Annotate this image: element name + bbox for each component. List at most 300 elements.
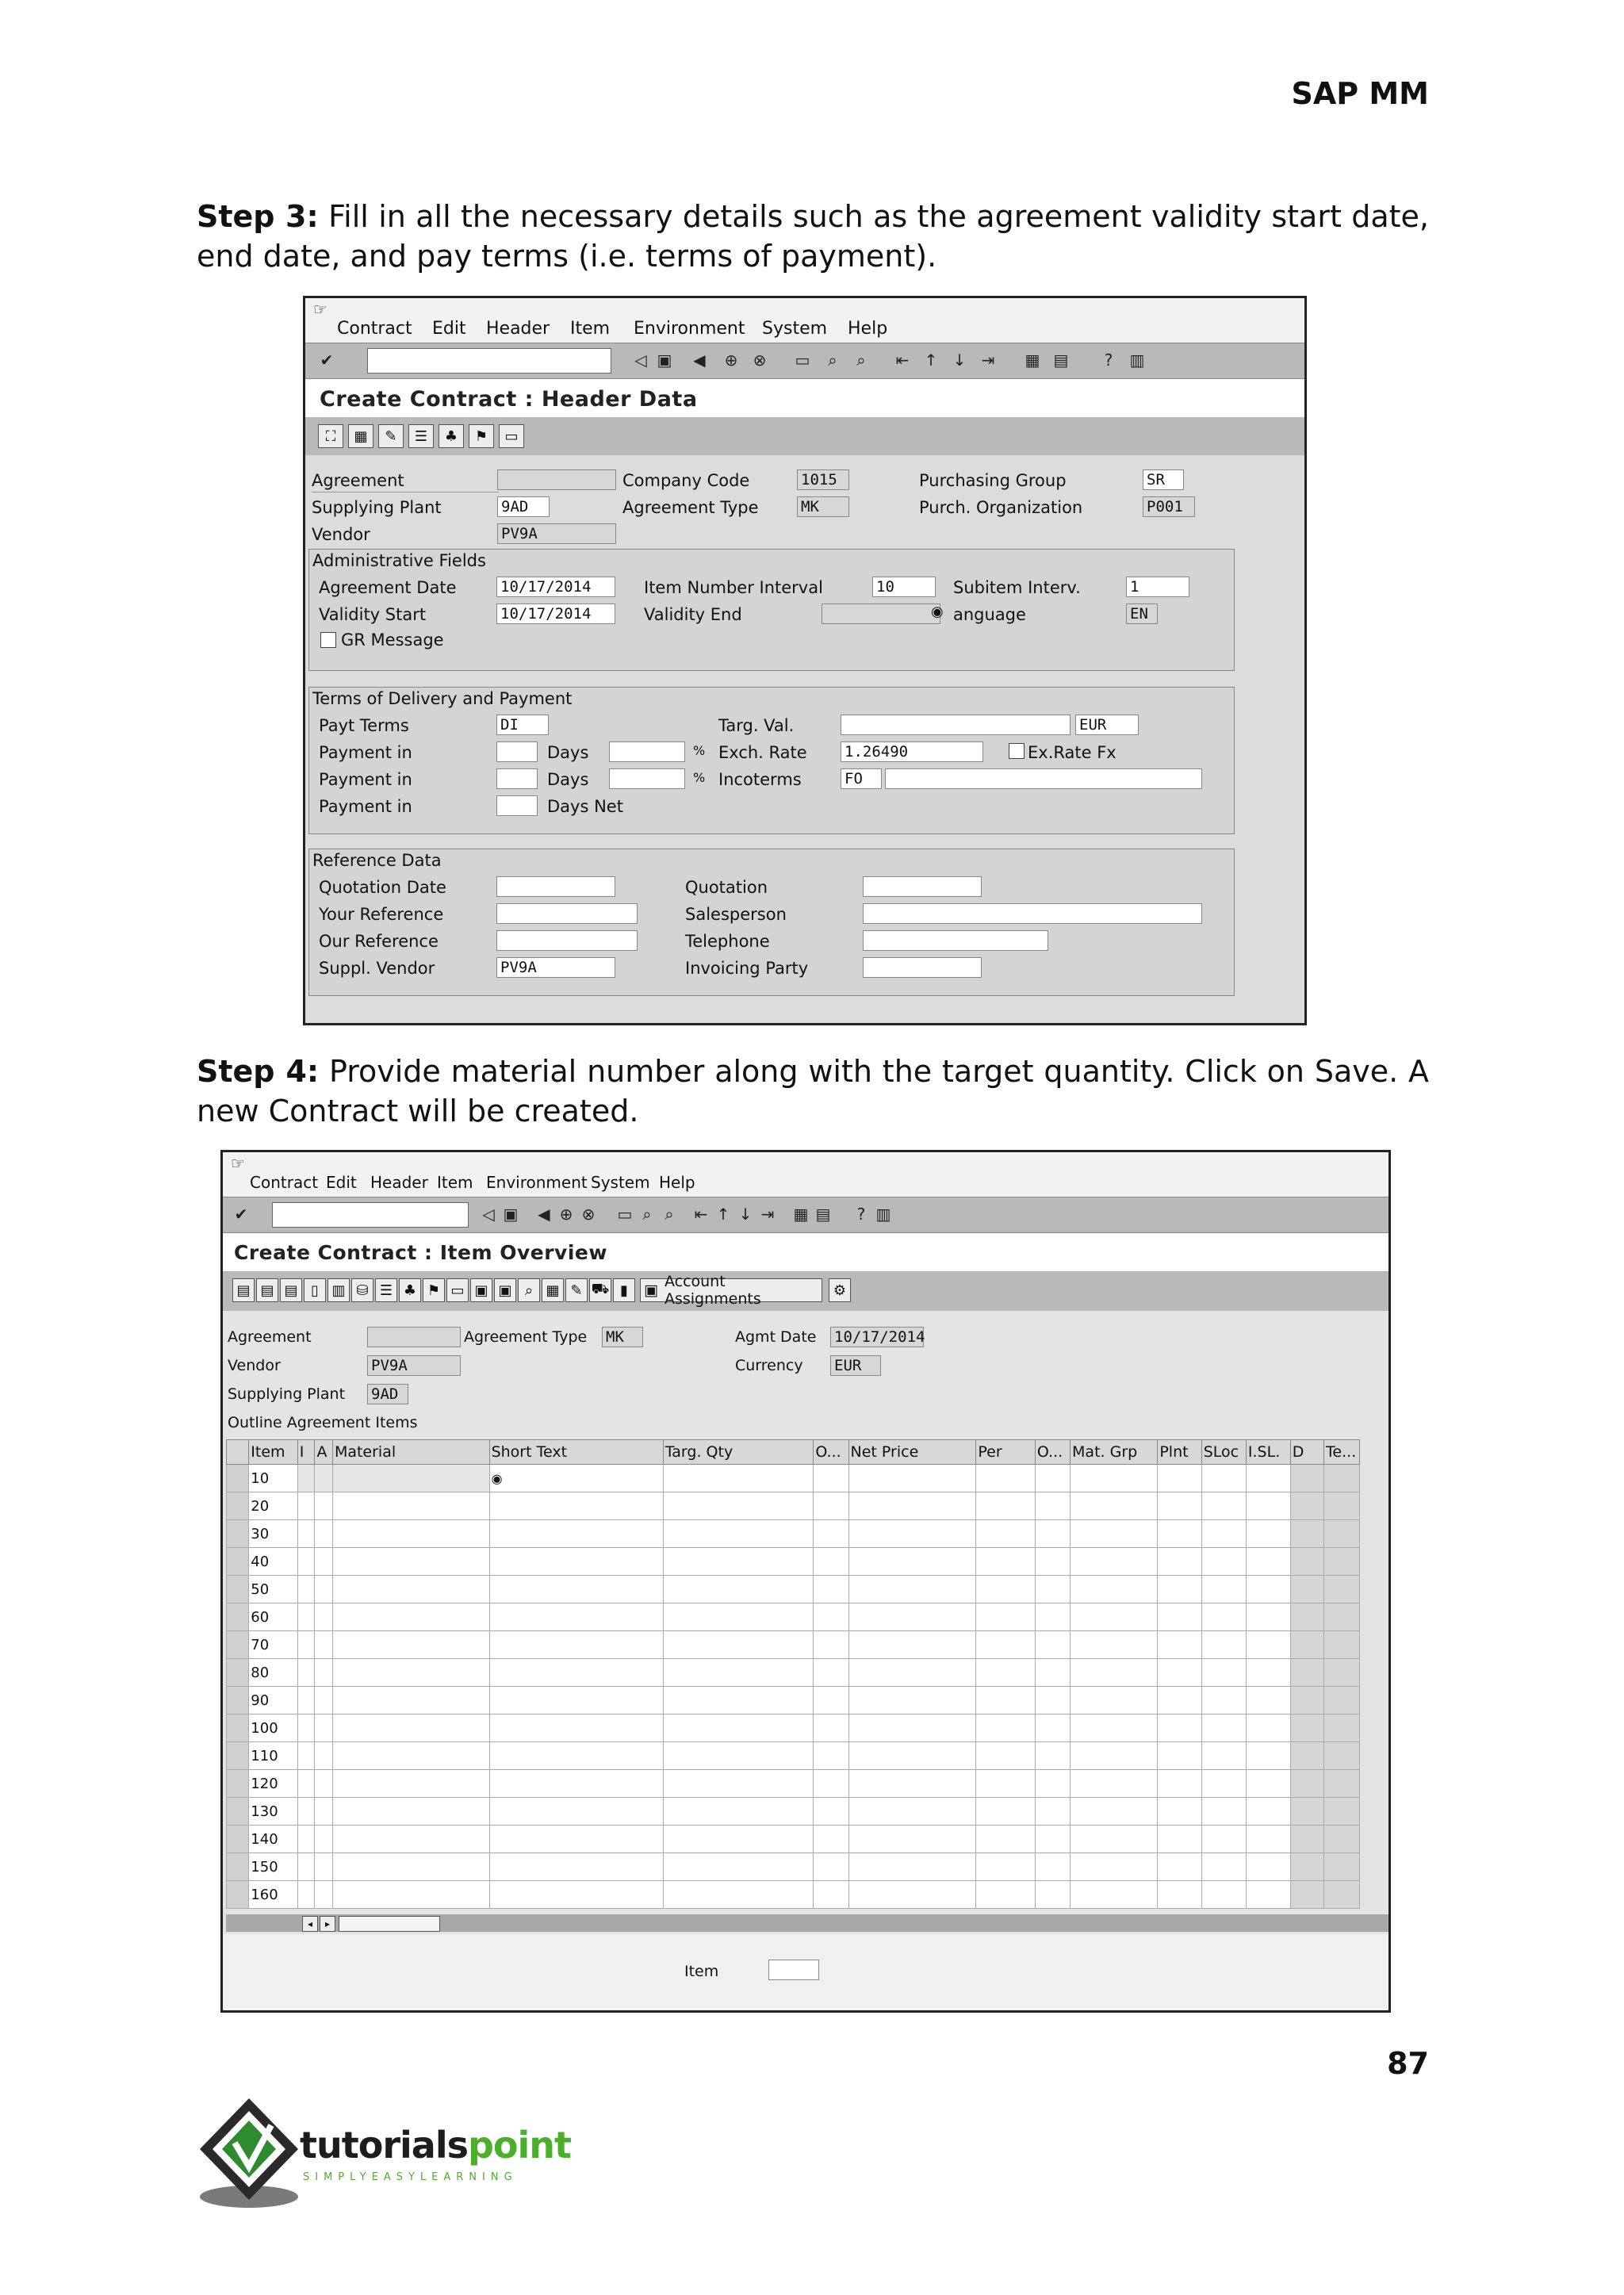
table-cell[interactable] bbox=[1246, 1631, 1290, 1659]
new-session-icon-2[interactable]: ▦ bbox=[793, 1205, 809, 1224]
shortcut-icon-2[interactable]: ▤ bbox=[815, 1205, 831, 1224]
table-cell[interactable] bbox=[848, 1798, 976, 1826]
table-cell[interactable] bbox=[297, 1826, 315, 1853]
horizontal-scrollbar[interactable] bbox=[226, 1914, 1388, 1932]
table-cell[interactable] bbox=[315, 1742, 332, 1770]
window-menu-icon[interactable]: ☞ bbox=[313, 300, 327, 319]
table-cell[interactable] bbox=[489, 1548, 663, 1576]
table-cell[interactable] bbox=[1158, 1881, 1201, 1909]
table-cell[interactable] bbox=[489, 1742, 663, 1770]
payment-in-days-field-2[interactable] bbox=[496, 768, 538, 789]
table-cell[interactable] bbox=[1246, 1770, 1290, 1798]
table-cell[interactable] bbox=[976, 1826, 1035, 1853]
scroll-right-icon[interactable]: ▸ bbox=[320, 1916, 335, 1932]
table-cell[interactable] bbox=[976, 1715, 1035, 1742]
column-header[interactable]: SLoc bbox=[1201, 1440, 1246, 1465]
table-cell[interactable] bbox=[848, 1687, 976, 1715]
menu-system-2[interactable]: System bbox=[591, 1173, 650, 1192]
command-field-2[interactable] bbox=[272, 1202, 469, 1228]
table-cell[interactable] bbox=[297, 1603, 315, 1631]
table-cell[interactable] bbox=[1035, 1492, 1070, 1520]
messages-icon-2[interactable]: ⚑ bbox=[423, 1278, 445, 1302]
table-cell[interactable] bbox=[814, 1492, 848, 1520]
exch-rate-field[interactable]: 1.26490 bbox=[841, 741, 983, 762]
statistics-icon[interactable]: ▮ bbox=[613, 1278, 635, 1302]
table-cell[interactable] bbox=[489, 1770, 663, 1798]
menu-help[interactable]: Help bbox=[848, 319, 888, 339]
table-cell[interactable] bbox=[1201, 1576, 1246, 1603]
table-cell[interactable] bbox=[1201, 1715, 1246, 1742]
table-cell[interactable] bbox=[1035, 1548, 1070, 1576]
item-conditions-icon[interactable]: ▤ bbox=[280, 1278, 302, 1302]
incoterms-field[interactable]: FO bbox=[841, 768, 882, 789]
agreement-type-field[interactable]: MK bbox=[797, 496, 849, 517]
partners-icon[interactable]: ♣ bbox=[439, 424, 464, 448]
payt-terms-field[interactable]: DI bbox=[496, 715, 549, 735]
column-header[interactable]: O... bbox=[1035, 1440, 1070, 1465]
table-cell[interactable] bbox=[976, 1659, 1035, 1687]
table-cell[interactable] bbox=[1246, 1881, 1290, 1909]
table-cell[interactable] bbox=[297, 1548, 315, 1576]
table-cell[interactable] bbox=[814, 1548, 848, 1576]
table-cell[interactable] bbox=[1035, 1576, 1070, 1603]
table-cell[interactable] bbox=[315, 1826, 332, 1853]
table-cell[interactable] bbox=[1246, 1659, 1290, 1687]
table-cell[interactable] bbox=[489, 1659, 663, 1687]
table-cell[interactable] bbox=[315, 1631, 332, 1659]
table-cell[interactable] bbox=[663, 1659, 814, 1687]
table-cell[interactable] bbox=[1071, 1548, 1158, 1576]
table-cell[interactable] bbox=[1290, 1548, 1323, 1576]
agreement-field[interactable] bbox=[497, 469, 616, 490]
table-cell[interactable] bbox=[1290, 1881, 1323, 1909]
table-cell[interactable] bbox=[1071, 1798, 1158, 1826]
row-selector[interactable] bbox=[227, 1659, 249, 1687]
column-header[interactable]: Per bbox=[976, 1440, 1035, 1465]
table-cell[interactable] bbox=[1324, 1881, 1360, 1909]
table-cell[interactable] bbox=[315, 1853, 332, 1881]
telephone-field[interactable] bbox=[863, 930, 1048, 951]
table-cell[interactable] bbox=[1071, 1520, 1158, 1548]
table-cell[interactable] bbox=[332, 1659, 489, 1687]
help-icon[interactable]: ? bbox=[1104, 351, 1113, 370]
table-cell[interactable] bbox=[1324, 1465, 1360, 1492]
next-page-icon-2[interactable]: ↓ bbox=[738, 1205, 753, 1224]
row-selector[interactable] bbox=[227, 1826, 249, 1853]
table-cell[interactable] bbox=[814, 1853, 848, 1881]
currency-field-2[interactable]: EUR bbox=[830, 1355, 881, 1376]
company-code-field[interactable]: 1015 bbox=[797, 469, 849, 490]
value-help-icon[interactable]: ◉ bbox=[491, 1470, 503, 1486]
table-cell[interactable] bbox=[332, 1853, 489, 1881]
table-cell[interactable] bbox=[1201, 1492, 1246, 1520]
table-cell[interactable] bbox=[1290, 1715, 1323, 1742]
table-cell[interactable] bbox=[1071, 1492, 1158, 1520]
print-icon[interactable]: ▭ bbox=[795, 351, 810, 370]
table-cell[interactable] bbox=[1071, 1826, 1158, 1853]
table-cell[interactable] bbox=[1035, 1770, 1070, 1798]
print-icon-2[interactable]: ▭ bbox=[617, 1205, 633, 1224]
table-cell[interactable] bbox=[489, 1826, 663, 1853]
items-overview-icon[interactable]: ▦ bbox=[542, 1278, 564, 1302]
table-cell[interactable] bbox=[1201, 1631, 1246, 1659]
table-cell[interactable] bbox=[848, 1853, 976, 1881]
column-header[interactable]: Te... bbox=[1324, 1440, 1360, 1465]
menu-contract[interactable]: Contract bbox=[337, 319, 412, 339]
row-selector[interactable] bbox=[227, 1520, 249, 1548]
targ-val-field[interactable] bbox=[841, 715, 1071, 735]
table-cell[interactable] bbox=[1201, 1659, 1246, 1687]
table-cell[interactable] bbox=[1324, 1659, 1360, 1687]
table-cell[interactable] bbox=[1158, 1548, 1201, 1576]
exit-icon[interactable]: ⊕ bbox=[724, 351, 738, 370]
partners-icon-2[interactable]: ♣ bbox=[399, 1278, 421, 1302]
table-cell[interactable] bbox=[1035, 1631, 1070, 1659]
table-cell[interactable] bbox=[1246, 1520, 1290, 1548]
row-selector[interactable] bbox=[227, 1715, 249, 1742]
table-cell[interactable] bbox=[848, 1715, 976, 1742]
next-page-icon[interactable]: ↓ bbox=[952, 351, 967, 370]
table-cell[interactable] bbox=[1324, 1687, 1360, 1715]
column-header[interactable]: I bbox=[297, 1440, 315, 1465]
table-cell[interactable] bbox=[315, 1520, 332, 1548]
date-picker-icon[interactable]: ◉ bbox=[931, 603, 944, 620]
window-menu-icon-2[interactable]: ☞ bbox=[231, 1154, 245, 1173]
table-cell[interactable] bbox=[814, 1465, 848, 1492]
table-cell[interactable] bbox=[1158, 1742, 1201, 1770]
table-cell[interactable] bbox=[1035, 1465, 1070, 1492]
table-cell[interactable] bbox=[332, 1798, 489, 1826]
table-cell[interactable] bbox=[332, 1576, 489, 1603]
supplying-plant-field-2[interactable]: 9AD bbox=[367, 1384, 408, 1404]
prev-page-icon[interactable]: ↑ bbox=[924, 351, 938, 370]
table-cell[interactable] bbox=[315, 1465, 332, 1492]
table-cell[interactable] bbox=[814, 1798, 848, 1826]
table-cell[interactable] bbox=[663, 1492, 814, 1520]
table-cell[interactable] bbox=[1324, 1770, 1360, 1798]
table-cell[interactable] bbox=[1158, 1853, 1201, 1881]
purchasing-group-field[interactable]: SR bbox=[1143, 469, 1184, 490]
agmt-date-field[interactable]: 10/17/2014 bbox=[830, 1327, 924, 1347]
column-header[interactable]: Mat. Grp bbox=[1071, 1440, 1158, 1465]
exit-icon-2[interactable]: ⊕ bbox=[559, 1205, 573, 1224]
table-cell[interactable] bbox=[663, 1687, 814, 1715]
row-selector[interactable] bbox=[227, 1631, 249, 1659]
table-cell[interactable] bbox=[1246, 1548, 1290, 1576]
table-cell[interactable] bbox=[1246, 1798, 1290, 1826]
layout-menu-icon-2[interactable]: ▥ bbox=[875, 1205, 891, 1224]
table-cell[interactable] bbox=[976, 1881, 1035, 1909]
table-cell[interactable] bbox=[663, 1798, 814, 1826]
table-cell[interactable] bbox=[663, 1742, 814, 1770]
scroll-thumb[interactable] bbox=[339, 1916, 440, 1932]
menu-contract-2[interactable]: Contract bbox=[250, 1173, 319, 1192]
table-cell[interactable] bbox=[848, 1465, 976, 1492]
header-overview-icon[interactable]: ▤ bbox=[232, 1278, 255, 1302]
table-cell[interactable] bbox=[848, 1742, 976, 1770]
table-cell[interactable] bbox=[489, 1687, 663, 1715]
last-page-icon[interactable]: ⇥ bbox=[981, 351, 995, 370]
table-cell[interactable] bbox=[814, 1576, 848, 1603]
item-details-icon[interactable]: ▤ bbox=[256, 1278, 278, 1302]
table-cell[interactable] bbox=[332, 1631, 489, 1659]
table-cell[interactable] bbox=[1290, 1742, 1323, 1770]
table-cell[interactable] bbox=[1158, 1603, 1201, 1631]
menu-system[interactable]: System bbox=[762, 319, 828, 339]
menu-item-2[interactable]: Item bbox=[437, 1173, 473, 1192]
table-cell[interactable] bbox=[1035, 1881, 1070, 1909]
table-cell[interactable] bbox=[297, 1520, 315, 1548]
table-cell[interactable] bbox=[1290, 1687, 1323, 1715]
table-cell[interactable] bbox=[489, 1576, 663, 1603]
new-session-icon[interactable]: ▦ bbox=[1025, 351, 1040, 370]
table-cell[interactable] bbox=[1290, 1576, 1323, 1603]
table-cell[interactable] bbox=[332, 1770, 489, 1798]
table-cell[interactable] bbox=[848, 1659, 976, 1687]
table-cell[interactable] bbox=[1071, 1659, 1158, 1687]
table-cell[interactable] bbox=[1246, 1853, 1290, 1881]
table-cell[interactable] bbox=[663, 1603, 814, 1631]
our-reference-field[interactable] bbox=[496, 930, 638, 951]
table-cell[interactable] bbox=[663, 1715, 814, 1742]
table-cell[interactable] bbox=[1158, 1520, 1201, 1548]
table-cell[interactable] bbox=[1201, 1881, 1246, 1909]
table-cell[interactable] bbox=[1158, 1826, 1201, 1853]
table-cell[interactable] bbox=[663, 1576, 814, 1603]
table-cell[interactable] bbox=[315, 1603, 332, 1631]
table-cell[interactable] bbox=[976, 1687, 1035, 1715]
table-cell[interactable] bbox=[1246, 1603, 1290, 1631]
row-selector[interactable] bbox=[227, 1742, 249, 1770]
table-cell[interactable] bbox=[1324, 1492, 1360, 1520]
table-cell[interactable] bbox=[315, 1576, 332, 1603]
table-cell[interactable] bbox=[976, 1603, 1035, 1631]
messages-icon[interactable]: ⚑ bbox=[469, 424, 494, 448]
edit-icon-2[interactable]: ✎ bbox=[565, 1278, 588, 1302]
scroll-left-icon[interactable]: ◂ bbox=[302, 1916, 318, 1932]
table-cell[interactable] bbox=[1324, 1631, 1360, 1659]
column-header[interactable]: Targ. Qty bbox=[663, 1440, 814, 1465]
delete-icon[interactable]: ▥ bbox=[327, 1278, 350, 1302]
account-assignments-button[interactable] bbox=[640, 1273, 822, 1308]
table-cell[interactable] bbox=[1035, 1659, 1070, 1687]
payment-percent-field-1[interactable] bbox=[609, 741, 685, 762]
table-cell[interactable] bbox=[297, 1465, 315, 1492]
table-cell[interactable] bbox=[297, 1576, 315, 1603]
table-cell[interactable] bbox=[848, 1520, 976, 1548]
table-cell[interactable] bbox=[1324, 1576, 1360, 1603]
table-cell[interactable] bbox=[1246, 1465, 1290, 1492]
table-cell[interactable] bbox=[1290, 1659, 1323, 1687]
menu-header[interactable]: Header bbox=[486, 319, 550, 339]
table-cell[interactable] bbox=[1071, 1770, 1158, 1798]
table-cell[interactable] bbox=[976, 1770, 1035, 1798]
table-cell[interactable] bbox=[1158, 1798, 1201, 1826]
table-cell[interactable] bbox=[976, 1548, 1035, 1576]
column-header[interactable]: Short Text bbox=[489, 1440, 663, 1465]
row-selector[interactable] bbox=[227, 1881, 249, 1909]
find-icon[interactable]: ⌕ bbox=[828, 351, 837, 370]
table-cell[interactable] bbox=[1290, 1465, 1323, 1492]
menu-environment[interactable]: Environment bbox=[634, 319, 745, 339]
find-next-icon[interactable]: ⌕ bbox=[856, 351, 866, 370]
table-cell[interactable] bbox=[663, 1465, 814, 1492]
row-selector[interactable] bbox=[227, 1603, 249, 1631]
table-cell[interactable] bbox=[814, 1520, 848, 1548]
table-cell[interactable] bbox=[1035, 1715, 1070, 1742]
table-cell[interactable] bbox=[489, 1631, 663, 1659]
row-selector[interactable] bbox=[227, 1853, 249, 1881]
table-cell[interactable] bbox=[315, 1548, 332, 1576]
table-cell[interactable] bbox=[848, 1770, 976, 1798]
find-items-icon[interactable]: ⌕ bbox=[518, 1278, 540, 1302]
enter-icon[interactable]: ✔ bbox=[320, 351, 334, 370]
purch-org-field[interactable]: P001 bbox=[1143, 496, 1195, 517]
table-cell[interactable] bbox=[315, 1715, 332, 1742]
layout-menu-icon[interactable]: ▥ bbox=[1129, 351, 1145, 370]
table-cell[interactable] bbox=[1290, 1520, 1323, 1548]
table-cell[interactable] bbox=[1158, 1576, 1201, 1603]
table-cell[interactable] bbox=[1071, 1465, 1158, 1492]
select-block-icon[interactable]: ▣ bbox=[494, 1278, 516, 1302]
table-cell[interactable] bbox=[1071, 1853, 1158, 1881]
table-cell[interactable] bbox=[489, 1492, 663, 1520]
column-header[interactable]: A bbox=[315, 1440, 332, 1465]
table-cell[interactable] bbox=[1201, 1603, 1246, 1631]
table-cell[interactable] bbox=[1201, 1520, 1246, 1548]
item-position-field[interactable] bbox=[768, 1960, 819, 1980]
table-cell[interactable] bbox=[332, 1687, 489, 1715]
validity-start-field[interactable]: 10/17/2014 bbox=[496, 603, 615, 624]
incoterms-location-field[interactable] bbox=[885, 768, 1202, 789]
table-cell[interactable] bbox=[976, 1492, 1035, 1520]
table-cell[interactable] bbox=[297, 1853, 315, 1881]
row-selector[interactable] bbox=[227, 1492, 249, 1520]
table-cell[interactable] bbox=[315, 1492, 332, 1520]
table-cell[interactable] bbox=[1071, 1742, 1158, 1770]
table-cell[interactable] bbox=[663, 1826, 814, 1853]
table-cell[interactable] bbox=[1246, 1576, 1290, 1603]
table-cell[interactable] bbox=[1324, 1715, 1360, 1742]
table-cell[interactable] bbox=[1290, 1770, 1323, 1798]
table-cell[interactable] bbox=[814, 1603, 848, 1631]
table-cell[interactable] bbox=[315, 1687, 332, 1715]
save-icon-2[interactable]: ▣ bbox=[503, 1205, 519, 1224]
first-page-icon-2[interactable]: ⇤ bbox=[694, 1205, 708, 1224]
table-cell[interactable] bbox=[976, 1465, 1035, 1492]
table-cell[interactable] bbox=[1035, 1742, 1070, 1770]
gr-message-checkbox[interactable] bbox=[320, 632, 336, 648]
table-cell[interactable] bbox=[332, 1603, 489, 1631]
language-field[interactable]: EN bbox=[1126, 603, 1158, 624]
menu-item[interactable]: Item bbox=[570, 319, 611, 339]
column-header[interactable]: Item bbox=[249, 1440, 297, 1465]
table-cell[interactable] bbox=[1158, 1770, 1201, 1798]
texts-icon-2[interactable]: ☰ bbox=[375, 1278, 397, 1302]
table-cell[interactable] bbox=[1246, 1492, 1290, 1520]
save-icon[interactable]: ▣ bbox=[657, 351, 672, 370]
table-cell[interactable] bbox=[814, 1881, 848, 1909]
row-selector[interactable] bbox=[227, 1798, 249, 1826]
table-cell[interactable] bbox=[1035, 1687, 1070, 1715]
table-cell[interactable] bbox=[1158, 1631, 1201, 1659]
exrate-fx-checkbox[interactable] bbox=[1009, 743, 1025, 759]
validity-end-field[interactable] bbox=[822, 603, 940, 624]
table-cell[interactable] bbox=[1324, 1853, 1360, 1881]
enter-icon-2[interactable]: ✔ bbox=[234, 1205, 248, 1224]
menu-edit[interactable]: Edit bbox=[432, 319, 466, 339]
first-page-icon[interactable]: ⇤ bbox=[895, 351, 910, 370]
table-cell[interactable] bbox=[332, 1492, 489, 1520]
texts-icon[interactable]: ☰ bbox=[408, 424, 434, 448]
vendor-field-2[interactable]: PV9A bbox=[367, 1355, 461, 1376]
table-cell[interactable] bbox=[332, 1715, 489, 1742]
back-icon[interactable]: ◀ bbox=[693, 351, 706, 370]
table-cell[interactable] bbox=[1201, 1687, 1246, 1715]
table-cell[interactable] bbox=[976, 1520, 1035, 1548]
table-cell[interactable] bbox=[1246, 1826, 1290, 1853]
table-cell[interactable] bbox=[1071, 1576, 1158, 1603]
column-header[interactable]: Material bbox=[332, 1440, 489, 1465]
quotation-field[interactable] bbox=[863, 876, 982, 897]
table-cell[interactable] bbox=[1071, 1881, 1158, 1909]
table-cell[interactable] bbox=[1324, 1826, 1360, 1853]
table-cell[interactable] bbox=[1035, 1826, 1070, 1853]
table-cell[interactable] bbox=[315, 1770, 332, 1798]
table-cell[interactable] bbox=[848, 1576, 976, 1603]
table-cell[interactable] bbox=[1324, 1520, 1360, 1548]
table-cell[interactable] bbox=[1035, 1798, 1070, 1826]
shortcut-icon[interactable]: ▤ bbox=[1053, 351, 1069, 370]
table-cell[interactable] bbox=[489, 1853, 663, 1881]
column-header[interactable]: D bbox=[1290, 1440, 1323, 1465]
suppl-vendor-field[interactable]: PV9A bbox=[496, 957, 615, 978]
table-cell[interactable] bbox=[315, 1659, 332, 1687]
table-cell[interactable] bbox=[663, 1770, 814, 1798]
table-cell[interactable] bbox=[297, 1659, 315, 1687]
help-icon-2[interactable]: ? bbox=[856, 1205, 866, 1224]
back-arrow-icon[interactable]: ◁ bbox=[634, 351, 647, 370]
table-cell[interactable] bbox=[332, 1881, 489, 1909]
table-cell[interactable] bbox=[814, 1631, 848, 1659]
table-cell[interactable] bbox=[663, 1548, 814, 1576]
table-cell[interactable] bbox=[663, 1631, 814, 1659]
your-reference-field[interactable] bbox=[496, 903, 638, 924]
table-cell[interactable] bbox=[1201, 1742, 1246, 1770]
column-header[interactable]: I.SL. bbox=[1246, 1440, 1290, 1465]
table-cell[interactable] bbox=[332, 1742, 489, 1770]
table-cell[interactable] bbox=[814, 1770, 848, 1798]
table-cell[interactable] bbox=[848, 1603, 976, 1631]
table-cell[interactable] bbox=[1158, 1715, 1201, 1742]
table-cell[interactable] bbox=[1035, 1520, 1070, 1548]
table-cell[interactable] bbox=[663, 1853, 814, 1881]
table-cell[interactable] bbox=[1246, 1687, 1290, 1715]
command-field[interactable] bbox=[367, 348, 611, 374]
table-cell[interactable] bbox=[1035, 1603, 1070, 1631]
copy-icon[interactable]: ⛁ bbox=[351, 1278, 373, 1302]
column-header[interactable]: O... bbox=[814, 1440, 848, 1465]
table-cell[interactable] bbox=[814, 1742, 848, 1770]
settings-icon[interactable]: ⚙ bbox=[829, 1278, 851, 1302]
table-cell[interactable] bbox=[848, 1826, 976, 1853]
table-cell[interactable] bbox=[489, 1881, 663, 1909]
table-cell[interactable] bbox=[1324, 1742, 1360, 1770]
table-cell[interactable] bbox=[297, 1770, 315, 1798]
quotation-date-field[interactable] bbox=[496, 876, 615, 897]
table-cell[interactable] bbox=[1035, 1853, 1070, 1881]
table-cell[interactable] bbox=[1071, 1631, 1158, 1659]
